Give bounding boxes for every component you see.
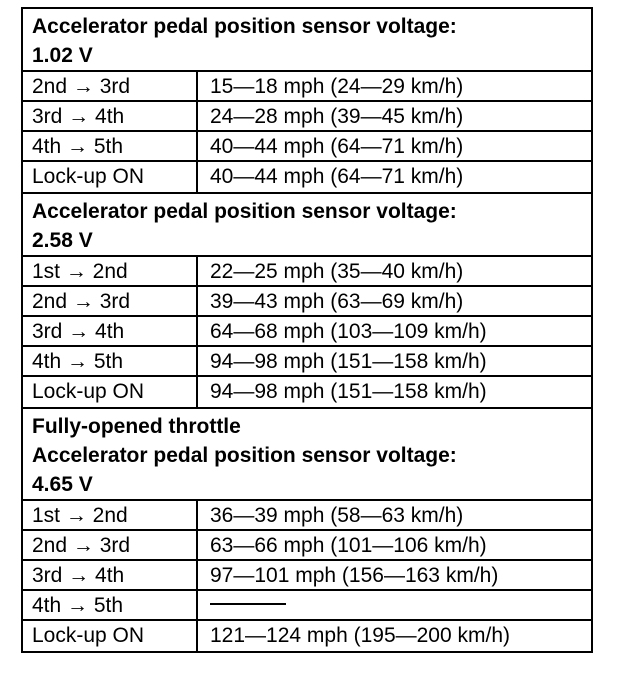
speed-cell: 64—68 mph (103—109 km/h) — [210, 320, 487, 343]
voltage-value: 4.65 V — [32, 473, 93, 496]
shift-cell: 2nd → 3rd — [23, 287, 198, 315]
table-row — [23, 257, 591, 287]
heading-line: Fully-opened throttle — [32, 415, 241, 438]
section-heading — [23, 407, 591, 501]
section-4-65v — [23, 407, 591, 651]
shift-cell: 4th → 5th — [23, 132, 198, 160]
table-row — [23, 501, 591, 531]
section-2-58v — [23, 192, 591, 407]
table-row — [23, 162, 591, 192]
table-row — [23, 377, 591, 407]
section-1-02v — [23, 9, 591, 192]
table-row — [23, 132, 591, 162]
table-row — [23, 591, 591, 621]
speed-cell: 63—66 mph (101—106 km/h) — [210, 534, 487, 557]
speed-cell: 97—101 mph (156—163 km/h) — [210, 564, 499, 587]
shift-cell: 1st → 2nd — [23, 257, 198, 285]
table-row — [23, 621, 591, 651]
speed-cell: 40—44 mph (64—71 km/h) — [210, 135, 464, 158]
speed-cell: 39—43 mph (63—69 km/h) — [210, 290, 464, 313]
voltage-value: 1.02 V — [32, 44, 93, 67]
shift-cell: Lock-up ON — [23, 162, 198, 192]
speed-cell: 94—98 mph (151—158 km/h) — [210, 380, 487, 403]
shift-cell: 1st → 2nd — [23, 501, 198, 529]
shift-cell: 2nd → 3rd — [23, 531, 198, 559]
speed-cell: 94—98 mph (151—158 km/h) — [210, 350, 487, 373]
shift-cell: 3rd → 4th — [23, 102, 198, 130]
heading-line: Accelerator pedal position sensor voltage: — [32, 200, 457, 223]
speed-cell: 15—18 mph (24—29 km/h) — [210, 75, 464, 98]
speed-cell: 36—39 mph (58—63 km/h) — [210, 504, 464, 527]
speed-cell — [198, 591, 591, 619]
table-row — [23, 347, 591, 377]
speed-cell: 22—25 mph (35—40 km/h) — [210, 260, 464, 283]
speed-cell: 40—44 mph (64—71 km/h) — [210, 165, 464, 188]
shift-cell: Lock-up ON — [23, 377, 198, 407]
speed-cell: 24—28 mph (39—45 km/h) — [210, 105, 464, 128]
section-heading — [23, 192, 591, 257]
table-row — [23, 317, 591, 347]
shift-cell: 3rd → 4th — [23, 317, 198, 345]
shift-speed-table — [21, 7, 593, 653]
table-row — [23, 287, 591, 317]
speed-cell: 121—124 mph (195—200 km/h) — [210, 624, 510, 647]
shift-cell: 4th → 5th — [23, 591, 198, 619]
table-row — [23, 561, 591, 591]
shift-cell: 2nd → 3rd — [23, 72, 198, 100]
section-heading — [23, 9, 591, 72]
voltage-value: 2.58 V — [32, 229, 93, 252]
table-row — [23, 102, 591, 132]
not-applicable-dash — [210, 603, 286, 605]
shift-cell: 3rd → 4th — [23, 561, 198, 589]
heading-line: Accelerator pedal position sensor voltage: — [32, 444, 457, 467]
table-row — [23, 72, 591, 102]
shift-cell: 4th → 5th — [23, 347, 198, 375]
heading-line: Accelerator pedal position sensor voltage: — [32, 15, 457, 38]
table-row — [23, 531, 591, 561]
shift-cell: Lock-up ON — [23, 621, 198, 651]
